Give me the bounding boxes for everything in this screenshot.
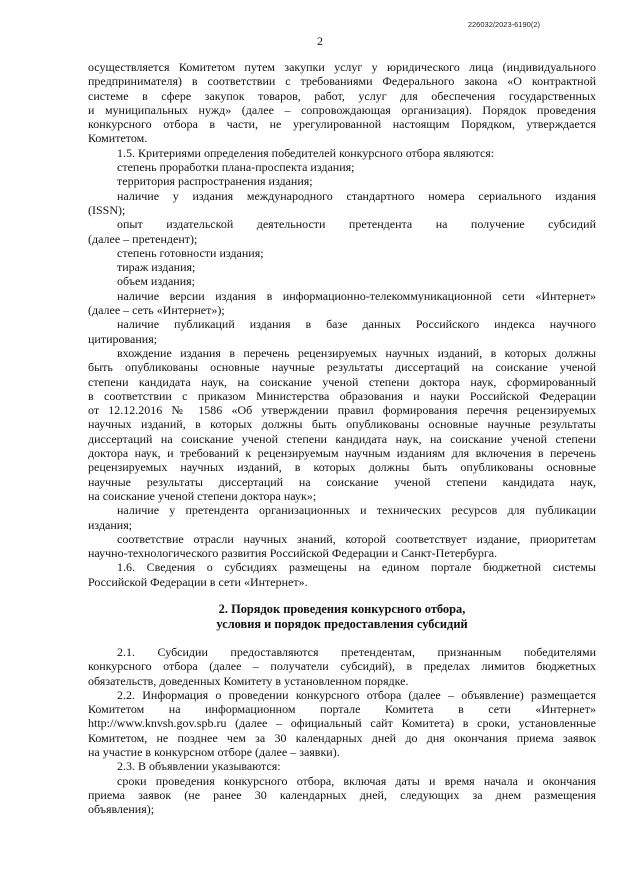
text-line: на соискание ученой степени доктора наук»;	[88, 488, 317, 503]
text-line: диссертаций на соискание ученой степени кандидата наук, на соискание ученой степени	[88, 431, 596, 446]
text-line: в соответствии с приказом Министерства образования и науки Российской Федерации	[88, 388, 596, 403]
criterion-item: степень готовности издания;	[117, 245, 264, 260]
text-line: опыт издательской деятельности претендента на получение субсидий	[117, 217, 596, 232]
text-line: сроки проведения конкурсного отбора, включая даты и время начала и окончания	[117, 773, 596, 788]
text-line: приема заявок (не ранее 30 календарных дней, следующих за днем размещения	[88, 787, 596, 802]
text-line: системе в сфере закупок товаров, работ, услуг для обеспечения государственных	[88, 88, 596, 103]
text-line: предпринимателя) в соответствии с требованиями Федерального закона «О контрактной	[88, 74, 596, 89]
text-line: соответствие отрасли научных знаний, которой соответствует издание, приоритетам	[117, 531, 596, 546]
section-heading-line: условия и порядок предоставления субсидий	[216, 616, 468, 631]
text-line: 1.6. Сведения о субсидиях размещены на едином портале бюджетной системы	[117, 560, 596, 575]
text-line: 2.1. Субсидии предоставляются претендентам, признанным победителями	[117, 644, 596, 659]
text-line: издания;	[88, 517, 133, 532]
page-number: 2	[317, 34, 323, 48]
text-line: (далее – претендент);	[88, 231, 198, 246]
text-line: наличие публикаций издания в базе данных Российского индекса научного	[117, 317, 596, 332]
text-line: осуществляется Комитетом путем закупки услуг у юридического лица (индивидуального	[88, 60, 596, 74]
text-line: 2.3. В объявлении указываются:	[117, 759, 281, 774]
text-line: быть опубликованы основные научные результаты диссертаций на соискание ученой	[88, 360, 596, 375]
text-line: (ISSN);	[88, 202, 126, 217]
text-line: (далее – сеть «Интернет»);	[88, 303, 225, 318]
text-line: наличие у издания международного стандартного номера сериального издания	[117, 188, 596, 203]
section-heading-line: 2. Порядок проведения конкурсного отбора,	[218, 601, 466, 616]
text-line: Комитетом на информационном портале Комитета в сети «Интернет»	[88, 702, 596, 717]
text-line: доктора наук, и требований к рецензируемым научным изданиям для включения в перечень	[88, 446, 596, 461]
text-line: степени кандидата наук, на соискание ученой степени доктора наук, сформированный	[88, 374, 596, 389]
criterion-item: объем издания;	[117, 274, 196, 289]
text-line: наличие версии издания в информационно-телекоммуникационной сети «Интернет»	[117, 288, 596, 303]
text-line: объявления);	[88, 802, 155, 817]
text-line: наличие у претендента организационных и технических ресурсов для публикации	[117, 503, 596, 518]
document-number: 226032/2023-6190(2)	[467, 20, 540, 29]
text-line: обязательств, доведенных Комитету в установленном порядке.	[88, 673, 409, 688]
text-line: http://www.knvsh.gov.spb.ru (далее – официальный сайт Комитета) в сроки, установленные	[88, 716, 596, 731]
text-line: научных изданий, в которых должны быть опубликованы основные научные результаты	[88, 417, 596, 432]
text-line: на участие в конкурсном отборе (далее – заявки).	[88, 745, 340, 760]
text-line: Российской Федерации в сети «Интернет».	[88, 574, 308, 589]
criterion-item: степень проработки плана-проспекта издания;	[117, 160, 355, 175]
text-line: научно-технологического развития Российской Федерации и Санкт-Петербурга.	[88, 546, 498, 561]
criterion-item: территория распространения издания;	[117, 174, 313, 189]
text-line: научные результаты диссертаций на соискание ученой степени кандидата наук,	[88, 474, 596, 489]
criteria-intro: 1.5. Критериями определения победителей конкурсного отбора являются:	[117, 145, 495, 160]
text-line: цитирования;	[88, 331, 158, 346]
text-line: и муниципальных нужд» (далее – сопровождающая организация). Порядок проведения	[88, 102, 596, 117]
text-line: конкурсного отбора (далее – получатели субсидий), в пределах лимитов бюджетных	[88, 659, 596, 674]
text-line: от 12.12.2016 № 1586 «Об утверждении правил формирования перечня рецензируемых	[88, 403, 596, 418]
criterion-item: тираж издания;	[117, 260, 196, 275]
document-body	[88, 60, 596, 817]
section-heading	[88, 602, 596, 632]
text-line: вхождение издания в перечень рецензируемых научных изданий, в которых должны	[117, 345, 596, 360]
text-line: рецензируемых научных изданий, в которых должны быть опубликованы основные	[88, 460, 596, 475]
text-line: конкурсного отбора в части, не урегулированной настоящим Порядком, утверждается	[88, 117, 596, 132]
text-line: Комитетом.	[88, 131, 148, 146]
text-line: 2.2. Информация о проведении конкурсного отбора (далее – объявление) размещается	[117, 687, 596, 702]
text-line: Комитетом, не позднее чем за 30 календарных дней до дня окончания приема заявок	[88, 730, 596, 745]
